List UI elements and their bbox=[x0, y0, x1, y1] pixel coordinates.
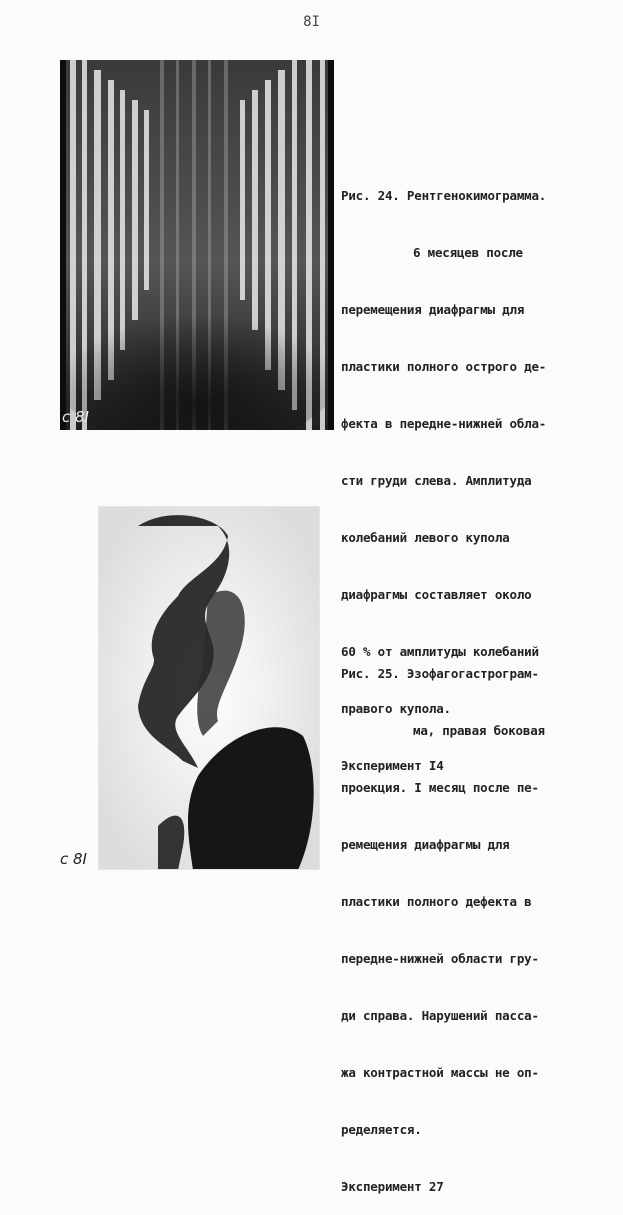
caption-line: ма, правая боковая bbox=[413, 723, 545, 738]
caption-line: Эксперимент 27 bbox=[341, 1179, 444, 1194]
caption-line: проекция. I месяц после пе- bbox=[341, 780, 539, 795]
figure-1-label: с 8I bbox=[62, 408, 89, 426]
caption-line: сти груди слева. Амплитуда bbox=[341, 473, 532, 488]
caption-line: ределяется. bbox=[341, 1122, 422, 1137]
caption-line: диафрагмы составляет около bbox=[341, 587, 532, 602]
caption-line: Эксперимент I4 bbox=[341, 758, 444, 773]
figure-2-caption bbox=[341, 626, 545, 1215]
figure-2-label: с 8I bbox=[60, 850, 87, 868]
esophagogastrogram-drawing bbox=[98, 506, 320, 870]
caption-line: 60 % от амплитуды колебаний bbox=[341, 644, 539, 659]
caption-line: ремещения диафрагмы для bbox=[341, 837, 510, 852]
caption-line: Рис. 25. Эзофагогастрограм- bbox=[341, 666, 539, 681]
caption-line: фекта в передне-нижней обла- bbox=[341, 416, 547, 431]
caption-line: жа контрастной массы не оп- bbox=[341, 1065, 539, 1080]
page-number: 8I bbox=[303, 14, 320, 30]
caption-line: передне-нижней области гру- bbox=[341, 951, 539, 966]
caption-line: колебаний левого купола bbox=[341, 530, 510, 545]
caption-line: пластики полного дефекта в bbox=[341, 894, 532, 909]
caption-line: Рис. 24. Рентгенокимограмма. bbox=[341, 188, 547, 203]
caption-line: правого купола. bbox=[341, 701, 451, 716]
caption-line: ди справа. Нарушений пасса- bbox=[341, 1008, 539, 1023]
caption-line: перемещения диафрагмы для bbox=[341, 302, 525, 317]
esophagogastrogram-image bbox=[98, 506, 320, 870]
kymogram-drawing bbox=[60, 60, 334, 430]
caption-line: пластики полного острого де- bbox=[341, 359, 547, 374]
caption-line: 6 месяцев после bbox=[413, 245, 523, 260]
kymogram-image bbox=[60, 60, 334, 430]
